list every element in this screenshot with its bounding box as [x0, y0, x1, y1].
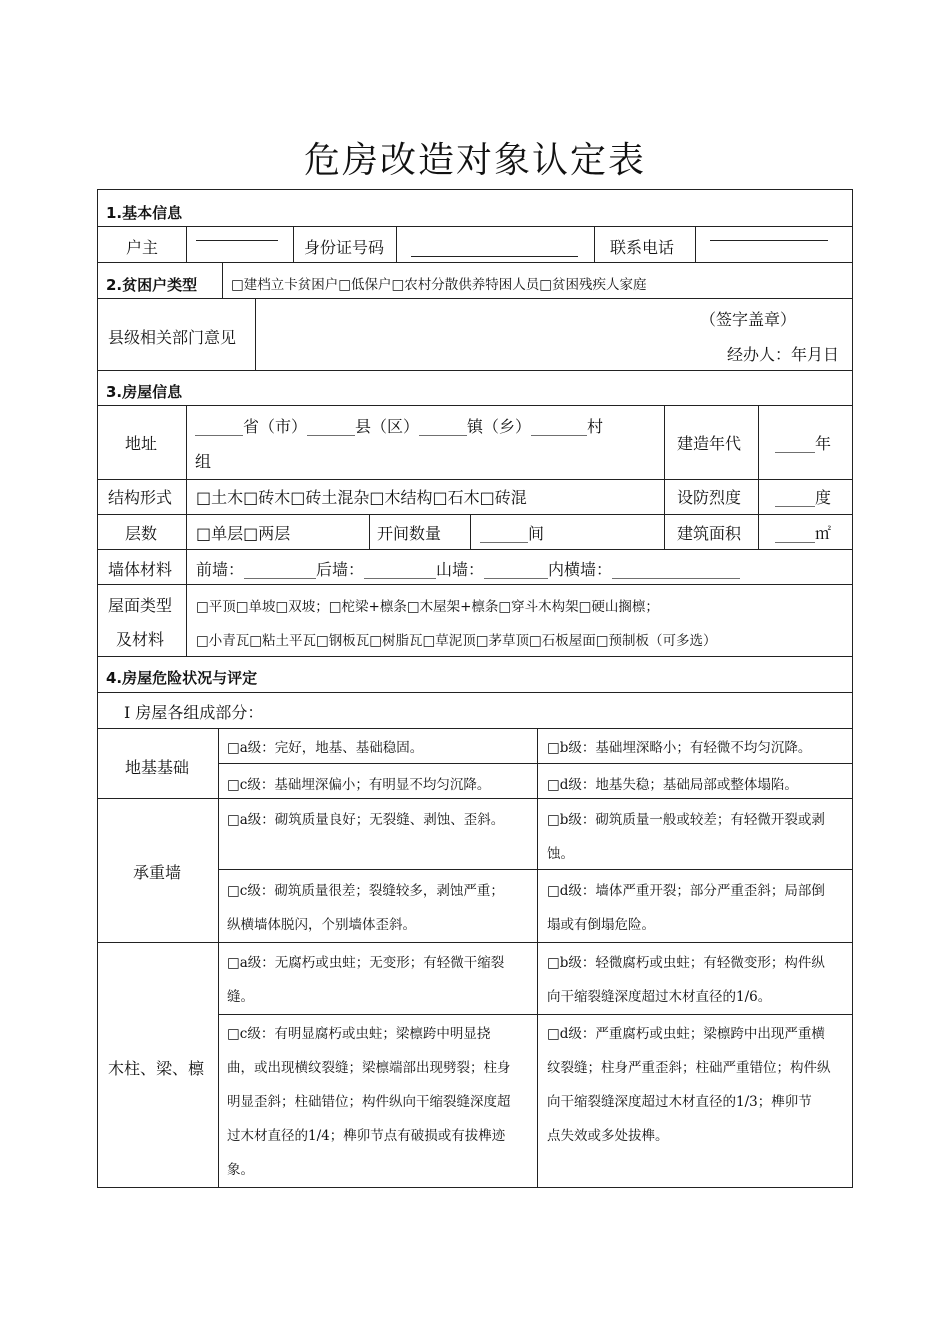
col-divider [758, 405, 759, 549]
address-line[interactable]: ______省（市）______县（区）______镇（乡）_______村 [195, 417, 604, 436]
grade-text-line: 塌或有倒塌危险。 [547, 917, 655, 933]
foundation-grade-a[interactable]: □a级：完好，地基、基础稳固。 [227, 740, 424, 756]
bearing-wall-label: 承重墙 [133, 863, 182, 882]
roof-material-options[interactable]: □小青瓦□粘土平瓦□钢板瓦□树脂瓦□草泥顶□茅草顶□石板屋面□预制板（可多选） [196, 633, 717, 649]
col-divider [470, 514, 471, 549]
row-divider [97, 584, 853, 585]
grade-text-line: □d级：严重腐朽或虫蛀；梁檩跨中出现严重横 [547, 1026, 825, 1042]
row-divider [97, 226, 853, 227]
householder-label: 户主 [126, 238, 159, 257]
col-divider [369, 514, 370, 549]
grade-text-line: 蚀。 [547, 846, 574, 862]
col-divider [186, 405, 187, 656]
col-divider [695, 226, 696, 262]
bearing-wall-grade-b[interactable] [547, 803, 825, 871]
bays-value[interactable]: ______间 [480, 524, 545, 543]
foundation-label: 地基基础 [125, 758, 190, 777]
col-divider [293, 226, 294, 262]
foundation-grade-d[interactable]: □d级：地基失稳；基础局部或整体塌陷。 [547, 777, 798, 793]
id-number-label: 身份证号码 [304, 238, 385, 257]
handler-date-text: 经办人：年月日 [727, 345, 840, 364]
grade-text-line: 曲，或出现横纹裂缝；梁檩端部出现劈裂；柱身 [227, 1060, 511, 1076]
timber-grade-a[interactable] [227, 946, 504, 1014]
wall-material-label: 墙体材料 [108, 560, 173, 579]
row-divider [97, 656, 853, 657]
grade-text-line: □b级：砌筑质量一般或较差；有轻微开裂或剥 [547, 812, 825, 828]
row-divider [97, 549, 853, 550]
roof-type-label: 及材料 [116, 630, 165, 649]
bays-label: 开间数量 [377, 524, 442, 543]
id-number-blank[interactable] [411, 256, 578, 257]
row-divider [97, 514, 853, 515]
col-divider [186, 226, 187, 262]
row-divider [97, 942, 853, 943]
roof-type-label: 屋面类型 [108, 596, 173, 615]
fortification-label: 设防烈度 [677, 488, 742, 507]
timber-label: 木柱、梁、檩 [108, 1059, 205, 1078]
row-divider [218, 763, 853, 764]
grade-text-line: 过木材直径的1/4；榫卯节点有破损或有拔榫迹 [227, 1128, 506, 1144]
built-year-value[interactable]: _____年 [775, 434, 832, 453]
components-subheading: Ⅰ 房屋各组成部分： [124, 703, 264, 722]
row-divider [97, 262, 853, 263]
grade-text-line: 缝。 [227, 989, 254, 1005]
section-basic-info-heading: 1.基本信息 [106, 204, 183, 222]
section-danger-assessment-heading: 4.房屋危险状况与评定 [106, 669, 258, 687]
address-label: 地址 [125, 434, 158, 453]
grade-text-line: □a级：无腐朽或虫蛀；无变形；有轻微干缩裂 [227, 955, 505, 971]
phone-blank[interactable] [710, 240, 828, 241]
grade-text-line: □c级：有明显腐朽或虫蛀；梁檩跨中明显挠 [227, 1026, 491, 1042]
form-title: 危房改造对象认定表 [303, 140, 646, 181]
row-divider [97, 298, 853, 299]
grade-text-line: 象。 [227, 1162, 254, 1178]
seal-text: （签字盖章） [700, 310, 797, 329]
timber-grade-d[interactable] [547, 1017, 831, 1153]
poverty-type-options[interactable]: □建档立卡贫困户□低保户□农村分散供养特困人员□贫困残疾人家庭 [231, 277, 647, 293]
col-divider [594, 226, 595, 262]
area-label: 建筑面积 [677, 524, 742, 543]
bearing-wall-grade-a[interactable] [227, 803, 504, 837]
wall-material-value[interactable]: 前墙：_________后墙：_________山墙：________内横墙：________________ [196, 560, 741, 579]
section-house-info-heading: 3.房屋信息 [106, 383, 183, 401]
grade-text-line: 纹裂缝；柱身严重歪斜；柱础严重错位；构件纵 [547, 1060, 831, 1076]
row-divider [97, 728, 853, 729]
col-divider [222, 262, 223, 298]
col-divider [255, 298, 256, 370]
col-divider [664, 405, 665, 549]
row-divider [97, 405, 853, 406]
built-year-label: 建造年代 [677, 434, 742, 453]
grade-text-line: □a级：砌筑质量良好；无裂缝、剥蚀、歪斜。 [227, 812, 505, 828]
col-divider [396, 226, 397, 262]
householder-blank[interactable] [196, 240, 278, 241]
bearing-wall-grade-c[interactable] [227, 874, 504, 942]
county-opinion-label: 县级相关部门意见 [108, 328, 237, 347]
structure-options[interactable]: □土木□砖木□砖土混杂□木结构□石木□砖混 [196, 488, 527, 507]
row-divider [97, 692, 853, 693]
timber-grade-b[interactable] [547, 946, 825, 1014]
grade-text-line: 向干缩裂缝深度超过木材直径的1/3；榫卯节 [547, 1094, 812, 1110]
row-divider [97, 798, 853, 799]
grade-text-line: 点失效或多处拔榫。 [547, 1128, 669, 1144]
floors-label: 层数 [125, 524, 158, 543]
col-divider [537, 728, 538, 1188]
row-divider [97, 370, 853, 371]
floors-options[interactable]: □单层□两层 [196, 524, 291, 543]
grade-text-line: 向干缩裂缝深度超过木材直径的1/6。 [547, 989, 772, 1005]
grade-text-line: □c级：砌筑质量很差；裂缝较多，剥蚀严重； [227, 883, 504, 899]
foundation-grade-b[interactable]: □b级：基础埋深略小；有轻微不均匀沉降。 [547, 740, 812, 756]
row-divider [218, 1014, 853, 1015]
roof-type-options[interactable]: □平顶□单坡□双坡；□柁梁+檩条□木屋架+檩条□穿斗木构架□硬山搁檩； [196, 599, 659, 615]
grade-text-line: □d级：墙体严重开裂；部分严重歪斜；局部倒 [547, 883, 825, 899]
structure-label: 结构形式 [108, 488, 173, 507]
address-line: 组 [195, 452, 212, 471]
foundation-grade-c[interactable]: □c级：基础埋深偏小；有明显不均匀沉降。 [227, 777, 491, 793]
grade-text-line: □b级：轻微腐朽或虫蛀；有轻微变形；构件纵 [547, 955, 825, 971]
phone-label: 联系电话 [610, 238, 675, 257]
fortification-value[interactable]: _____度 [775, 488, 832, 507]
col-divider [218, 728, 219, 1188]
area-value[interactable]: _____㎡ [775, 524, 832, 543]
section-poverty-type-heading: 2.贫困户类型 [106, 276, 198, 294]
grade-text-line: 明显歪斜；柱础错位；构件纵向干缩裂缝深度超 [227, 1094, 511, 1110]
grade-text-line: 纵横墙体脱闪，个别墙体歪斜。 [227, 917, 416, 933]
bearing-wall-grade-d[interactable] [547, 874, 825, 942]
row-divider [97, 479, 853, 480]
timber-grade-c[interactable] [227, 1017, 511, 1187]
